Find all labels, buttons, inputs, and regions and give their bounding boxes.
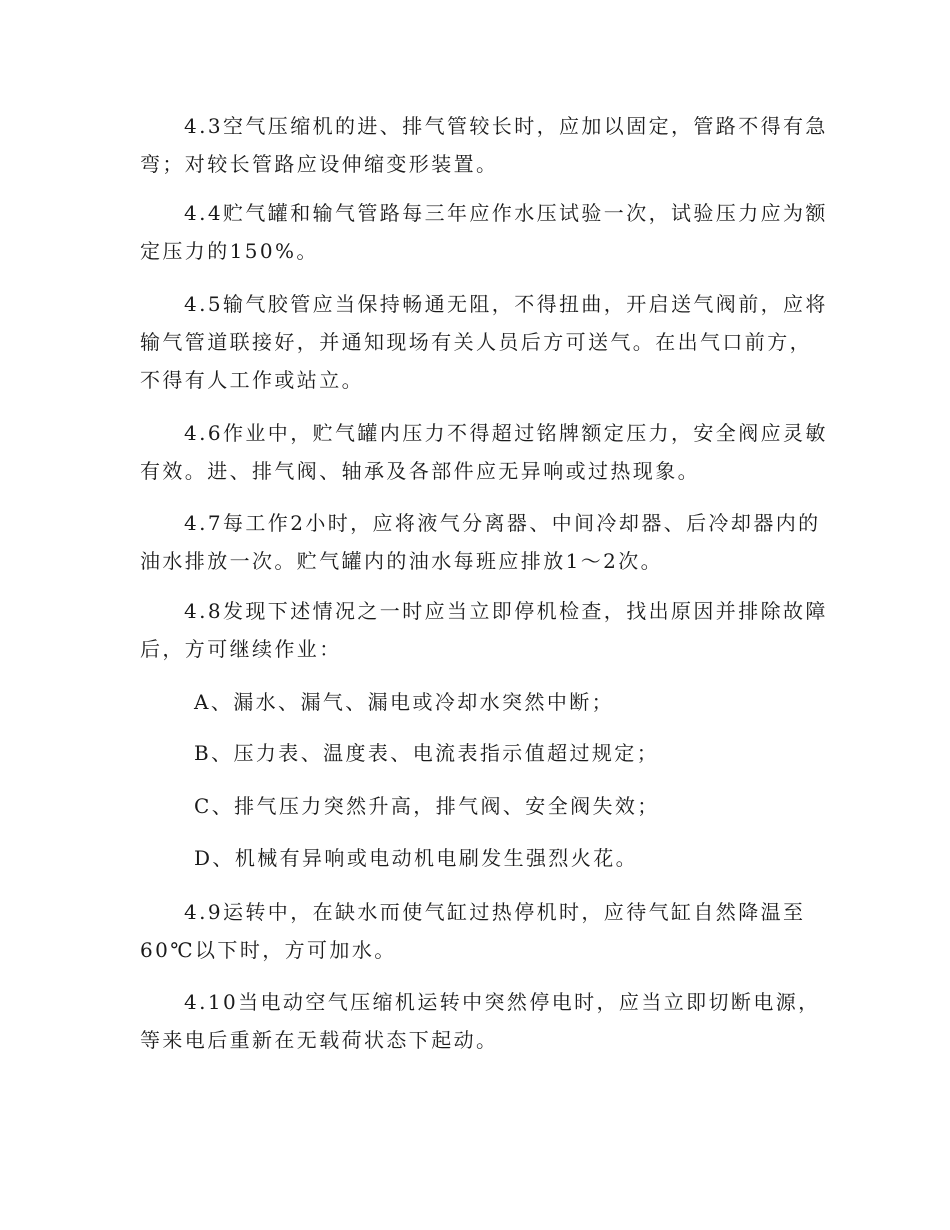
paragraph-4-4 (140, 194, 828, 270)
paragraph-line: 4.5输气胶管应当保持畅通无阻，不得扭曲，开启送气阀前，应将 (184, 292, 828, 316)
paragraph-line: 4.4贮气罐和输气管路每三年应作水压试验一次，试验压力应为额 (184, 201, 828, 225)
paragraph-line: 4.8发现下述情况之一时应当立即停机检查，找出原因并排除故障 (184, 599, 828, 623)
paragraph-line: 不得有人工作或站立。 (140, 368, 364, 392)
paragraph-line: 后，方可继续作业： (140, 637, 342, 661)
paragraph-4-5 (140, 285, 828, 399)
paragraph-4-7 (140, 504, 821, 580)
paragraph-4-10 (140, 983, 821, 1059)
paragraph-line: 等来电后重新在无载荷状态下起动。 (140, 1028, 499, 1052)
paragraph-4-3 (140, 107, 828, 183)
paragraph-4-6 (140, 414, 828, 490)
paragraph-line: 有效。进、排气阀、轴承及各部件应无异响或过热现象。 (140, 459, 700, 483)
paragraph-line: 4.6作业中，贮气罐内压力不得超过铭牌额定压力，安全阀应灵敏 (184, 421, 828, 445)
paragraph-line: 4.9运转中，在缺水而使气缸过热停机时，应待气缸自然降温至 (184, 900, 806, 924)
paragraph-line: 60℃以下时，方可加水。 (140, 938, 397, 962)
paragraph-line: 4.3空气压缩机的进、排气管较长时，应加以固定，管路不得有急 (184, 114, 828, 138)
paragraph-line: 输气管道联接好，并通知现场有关人员后方可送气。在出气口前方， (140, 330, 812, 354)
paragraph-line: 4.7每工作2小时，应将液气分离器、中间冷却器、后冷却器内的 (184, 511, 821, 535)
list-item-a: A、漏水、漏气、漏电或冷却水突然中断； (194, 690, 615, 714)
paragraph-4-9 (140, 893, 812, 969)
list-item-d: D、机械有异响或电动机电刷发生强烈火花。 (194, 846, 639, 870)
paragraph-line: 定压力的150%。 (140, 239, 319, 263)
paragraph-line: 4.10当电动空气压缩机运转中突然停电时，应当立即切断电源， (184, 990, 821, 1014)
paragraph-4-8 (140, 592, 828, 668)
paragraph-line: 弯；对较长管路应设伸缩变形装置。 (140, 152, 499, 176)
paragraph-line: 油水排放一次。贮气罐内的油水每班应排放1～2次。 (140, 549, 664, 573)
list-item-b: B、压力表、温度表、电流表指示值超过规定； (194, 741, 660, 765)
list-item-c: C、排气压力突然升高，排气阀、安全阀失效； (194, 794, 660, 818)
